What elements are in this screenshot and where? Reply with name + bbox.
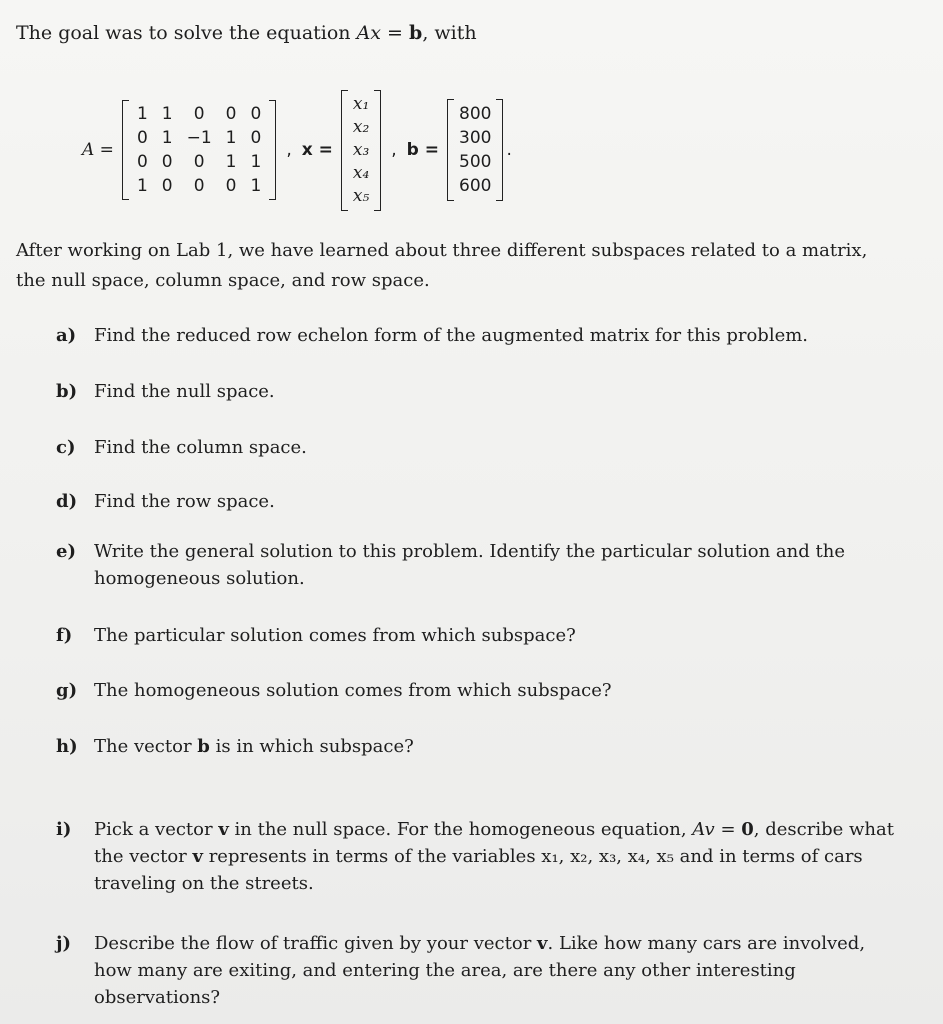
matrix-cell: 1	[225, 152, 237, 172]
question-j	[56, 930, 896, 1011]
matrix-cell: 0	[250, 104, 262, 124]
question-text-part: Describe the flow of traffic given by your vector	[94, 933, 538, 954]
vector-x-entry: x₅	[352, 185, 370, 206]
question-a	[56, 322, 896, 349]
question-letter: i)	[56, 819, 72, 840]
question-letter: h)	[56, 736, 78, 757]
vector-x-entry: x₄	[352, 162, 370, 183]
matrix-cell: −1	[186, 128, 212, 148]
matrix-cell: 1	[136, 176, 148, 196]
vector-x-entry: x₃	[352, 139, 370, 160]
question-text: Find the reduced row echelon form of the augmented matrix for this problem.	[94, 325, 809, 346]
vector-b-entry: 600	[459, 176, 492, 196]
matrix-cell: 0	[136, 128, 148, 148]
question-b	[56, 378, 896, 405]
matrix-cell: 0	[193, 104, 205, 124]
question-g	[56, 677, 896, 704]
vector-b-entry: 300	[459, 128, 492, 148]
matrix-cell: 0	[250, 128, 262, 148]
matrix-row	[130, 150, 268, 174]
vector-b-entry: 800	[459, 104, 492, 124]
question-h	[56, 733, 896, 760]
comma-separator: ,	[286, 140, 292, 160]
question-math: Av	[692, 819, 715, 840]
intro-b: b	[409, 22, 423, 44]
question-letter: f)	[56, 625, 73, 646]
question-text-part: represents in terms of the variables x₁, x₂, x₃, x₄, x₅ and in terms of cars traveling on the streets.	[94, 846, 863, 894]
question-text: The particular solution comes from which subspace?	[94, 625, 576, 646]
question-text-part: . Like how many cars are involved, how many are exiting, and entering the area, are there any other interesting observations?	[94, 933, 866, 1008]
question-text	[94, 930, 896, 1011]
vector-v-symbol: v	[218, 819, 229, 840]
vector-b-label: b =	[406, 140, 440, 160]
matrix-row	[130, 174, 268, 198]
intro-line	[16, 22, 477, 44]
question-text-part: The vector	[94, 736, 198, 757]
comma-separator: ,	[391, 140, 397, 160]
intro-eq: =	[381, 22, 410, 44]
matrix-cell: 0	[161, 152, 173, 172]
question-text-part: Pick a vector	[94, 819, 219, 840]
intro-after: , with	[422, 22, 477, 44]
matrix-cell: 0	[225, 104, 237, 124]
question-text: The homogeneous solution comes from which subspace?	[94, 680, 612, 701]
vector-x-label: x =	[301, 140, 333, 160]
question-letter: d)	[56, 491, 78, 512]
vector-b-symbol: b	[197, 736, 210, 757]
question-letter: g)	[56, 680, 78, 701]
matrix-equation	[82, 90, 512, 210]
matrix-cell: 0	[193, 176, 205, 196]
question-letter: c)	[56, 437, 76, 458]
question-text-part: in the null space. For the homogeneous equation,	[228, 819, 693, 840]
question-text: Write the general solution to this problem. Identify the particular solution and the homogeneous solution.	[94, 541, 845, 589]
question-text	[94, 733, 896, 760]
vector-x-entry: x₂	[352, 116, 370, 137]
vector-v-symbol: v	[537, 933, 548, 954]
matrix-a-label: A =	[82, 140, 114, 160]
question-text: Find the null space.	[94, 381, 275, 402]
matrix-cell: 1	[225, 128, 237, 148]
matrix-row	[130, 126, 268, 150]
intro-math: Ax	[356, 22, 382, 44]
question-text-part: =	[714, 819, 742, 840]
matrix-cell: 0	[136, 152, 148, 172]
question-c	[56, 434, 896, 461]
question-text: Find the row space.	[94, 491, 275, 512]
vector-b	[447, 99, 503, 201]
question-letter: b)	[56, 381, 78, 402]
matrix-cell: 1	[250, 176, 262, 196]
vector-x-entry: x₁	[352, 93, 370, 114]
zero-vector-symbol: 0	[741, 819, 754, 840]
question-text-part: , describe what the vector	[94, 819, 894, 867]
question-letter: e)	[56, 541, 76, 562]
question-i	[56, 816, 896, 897]
matrix-cell: 1	[161, 128, 173, 148]
question-letter: j)	[56, 933, 72, 954]
matrix-cell: 0	[161, 176, 173, 196]
question-text: Find the column space.	[94, 437, 307, 458]
matrix-cell: 0	[193, 152, 205, 172]
intro-before: The goal was to solve the equation	[16, 22, 357, 44]
question-e	[56, 538, 896, 592]
vector-b-table	[455, 101, 495, 199]
matrix-cell: 1	[161, 104, 173, 124]
vector-v-symbol: v	[192, 846, 203, 867]
question-text	[94, 816, 896, 897]
matrix-row	[130, 102, 268, 126]
vector-b-entry: 500	[459, 152, 492, 172]
matrix-a-table	[130, 102, 268, 198]
vector-x-table	[349, 92, 373, 209]
lab-paragraph: After working on Lab 1, we have learned about three different subspaces related to a matrix, the null space, column space, and row space.	[16, 240, 868, 291]
question-f	[56, 622, 896, 649]
question-d	[56, 488, 896, 515]
question-text-part: is in which subspace?	[209, 736, 414, 757]
matrix-cell: 0	[225, 176, 237, 196]
vector-x	[341, 90, 381, 211]
matrix-cell: 1	[250, 152, 262, 172]
matrix-cell: 1	[136, 104, 148, 124]
period: .	[506, 140, 512, 160]
matrix-a	[122, 100, 276, 200]
question-letter: a)	[56, 325, 77, 346]
